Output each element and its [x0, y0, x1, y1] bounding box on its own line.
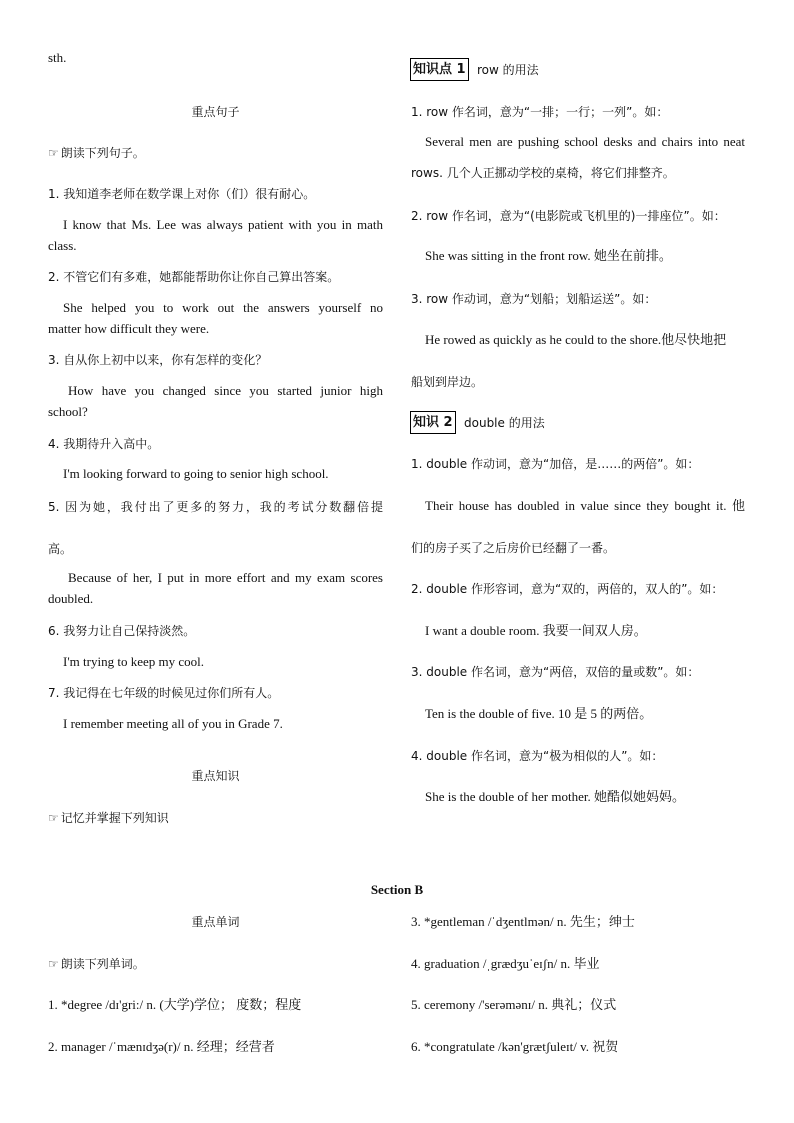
- row-usage-1-example-cont: rows. 几个人正挪动学校的桌椅，将它们排整齐。: [411, 166, 675, 180]
- knowledge-point-1-title: row 的用法: [477, 63, 539, 77]
- key-knowledge-heading: 重点知识: [191, 769, 240, 783]
- sentence-6-cn: 6. 我努力让自己保持淡然。: [48, 624, 196, 638]
- pointing-hand-icon: ☞: [48, 811, 59, 825]
- sentence-5-en: Because of her, I put in more effort and my exam scores: [68, 570, 383, 585]
- double-usage-1: 1. double 作动词，意为“加倍，是……的两倍”。如：: [411, 457, 700, 471]
- sentence-3-en: How have you changed since you started junior high: [68, 383, 383, 398]
- row-usage-2: 2. row 作名词，意为“(电影院或飞机里的)一排座位”。如：: [411, 209, 726, 223]
- row-usage-1: 1. row 作名词，意为“一排；一行；一列”。如：: [411, 105, 669, 119]
- row-usage-3-example: He rowed as quickly as he could to the shore.他尽快地把: [425, 332, 727, 347]
- row-usage-2-example: She was sitting in the front row. 她坐在前排。: [425, 248, 672, 263]
- sentence-3-cn: 3. 自从你上初中以来，你有怎样的变化？: [48, 353, 268, 367]
- sentence-6-en: I'm trying to keep my cool.: [63, 654, 204, 669]
- read-words-instruction: ☞ 朗读下列单词。: [48, 957, 145, 971]
- pointing-hand-icon: ☞: [48, 146, 59, 160]
- knowledge-point-2-title: double 的用法: [464, 416, 545, 430]
- sentence-7-en: I remember meeting all of you in Grade 7.: [63, 716, 283, 731]
- double-usage-3: 3. double 作名词，意为“两倍，双倍的量或数”。如：: [411, 665, 700, 679]
- pointing-hand-icon: ☞: [48, 957, 59, 971]
- double-usage-1-example-cont: 们的房子买了之后房价已经翻了一番。: [411, 541, 616, 555]
- sentence-5-cn-cont: 高。: [48, 542, 73, 556]
- sentence-5-cn: 5. 因为她，我付出了更多的努力，我的考试分数翻倍提: [48, 500, 383, 514]
- double-usage-3-example: Ten is the double of five. 10 是 5 的两倍。: [425, 706, 653, 721]
- word-entry-gentleman: 3. *gentleman /ˈdʒentlmən/ n. 先生；绅士: [411, 914, 635, 929]
- knowledge-point-2-box: 知识 2: [410, 411, 456, 434]
- word-entry-congratulate: 6. *congratulate /kən'grætʃuleɪt/ v. 祝贺: [411, 1039, 619, 1054]
- double-usage-2: 2. double 作形容词，意为“双的，两倍的，双人的”。如：: [411, 582, 724, 596]
- word-entry-ceremony: 5. ceremony /'serəmənɪ/ n. 典礼；仪式: [411, 997, 617, 1012]
- double-usage-4-example: She is the double of her mother. 她酷似她妈妈。: [425, 789, 685, 804]
- sentence-2-en: She helped you to work out the answers yourself no: [63, 300, 383, 315]
- word-entry-manager: 2. manager /ˈmænɪdʒə(r)/ n. 经理；经营者: [48, 1039, 275, 1054]
- memorize-instruction: ☞ 记忆并掌握下列知识: [48, 811, 169, 825]
- sentence-4-cn: 4. 我期待升入高中。: [48, 437, 160, 451]
- sentence-3-en-cont: school?: [48, 404, 88, 419]
- row-usage-3: 3. row 作动词，意为“划船；划船运送”。如：: [411, 292, 657, 306]
- continuation-text: sth.: [48, 50, 67, 65]
- sentence-2-cn: 2. 不管它们有多难，她都能帮助你让你自己算出答案。: [48, 270, 340, 284]
- row-usage-1-example: Several men are pushing school desks and chairs into neat: [425, 134, 745, 149]
- sentence-4-en: I'm looking forward to going to senior high school.: [63, 466, 329, 481]
- double-usage-1-example: Their house has doubled in value since they bought it. 他: [425, 498, 745, 513]
- section-b-heading: Section B: [370, 882, 424, 897]
- sentence-1-cn: 1. 我知道李老师在数学课上对你（们）很有耐心。: [48, 187, 316, 201]
- sentence-1-en: I know that Ms. Lee was always patient with you in math: [63, 217, 383, 232]
- sentence-1-en-cont: class.: [48, 238, 77, 253]
- double-usage-4: 4. double 作名词，意为“极为相似的人”。如：: [411, 749, 664, 763]
- word-entry-graduation: 4. graduation /ˌgrædʒuˈeɪʃn/ n. 毕业: [411, 956, 600, 971]
- sentence-7-cn: 7. 我记得在七年级的时候见过你们所有人。: [48, 686, 280, 700]
- key-sentences-heading: 重点句子: [191, 105, 240, 119]
- read-sentences-instruction: ☞ 朗读下列句子。: [48, 146, 145, 160]
- knowledge-point-1-box: 知识点 1: [410, 58, 469, 81]
- sentence-2-en-cont: matter how difficult they were.: [48, 321, 210, 336]
- key-words-heading: 重点单词: [191, 915, 240, 929]
- sentence-5-en-cont: doubled.: [48, 591, 94, 606]
- row-usage-3-example-cont: 船划到岸边。: [411, 375, 484, 389]
- word-entry-degree: 1. *degree /dɪ'gri:/ n. (大学)学位； 度数；程度: [48, 997, 302, 1012]
- double-usage-2-example: I want a double room. 我要一间双人房。: [425, 623, 647, 638]
